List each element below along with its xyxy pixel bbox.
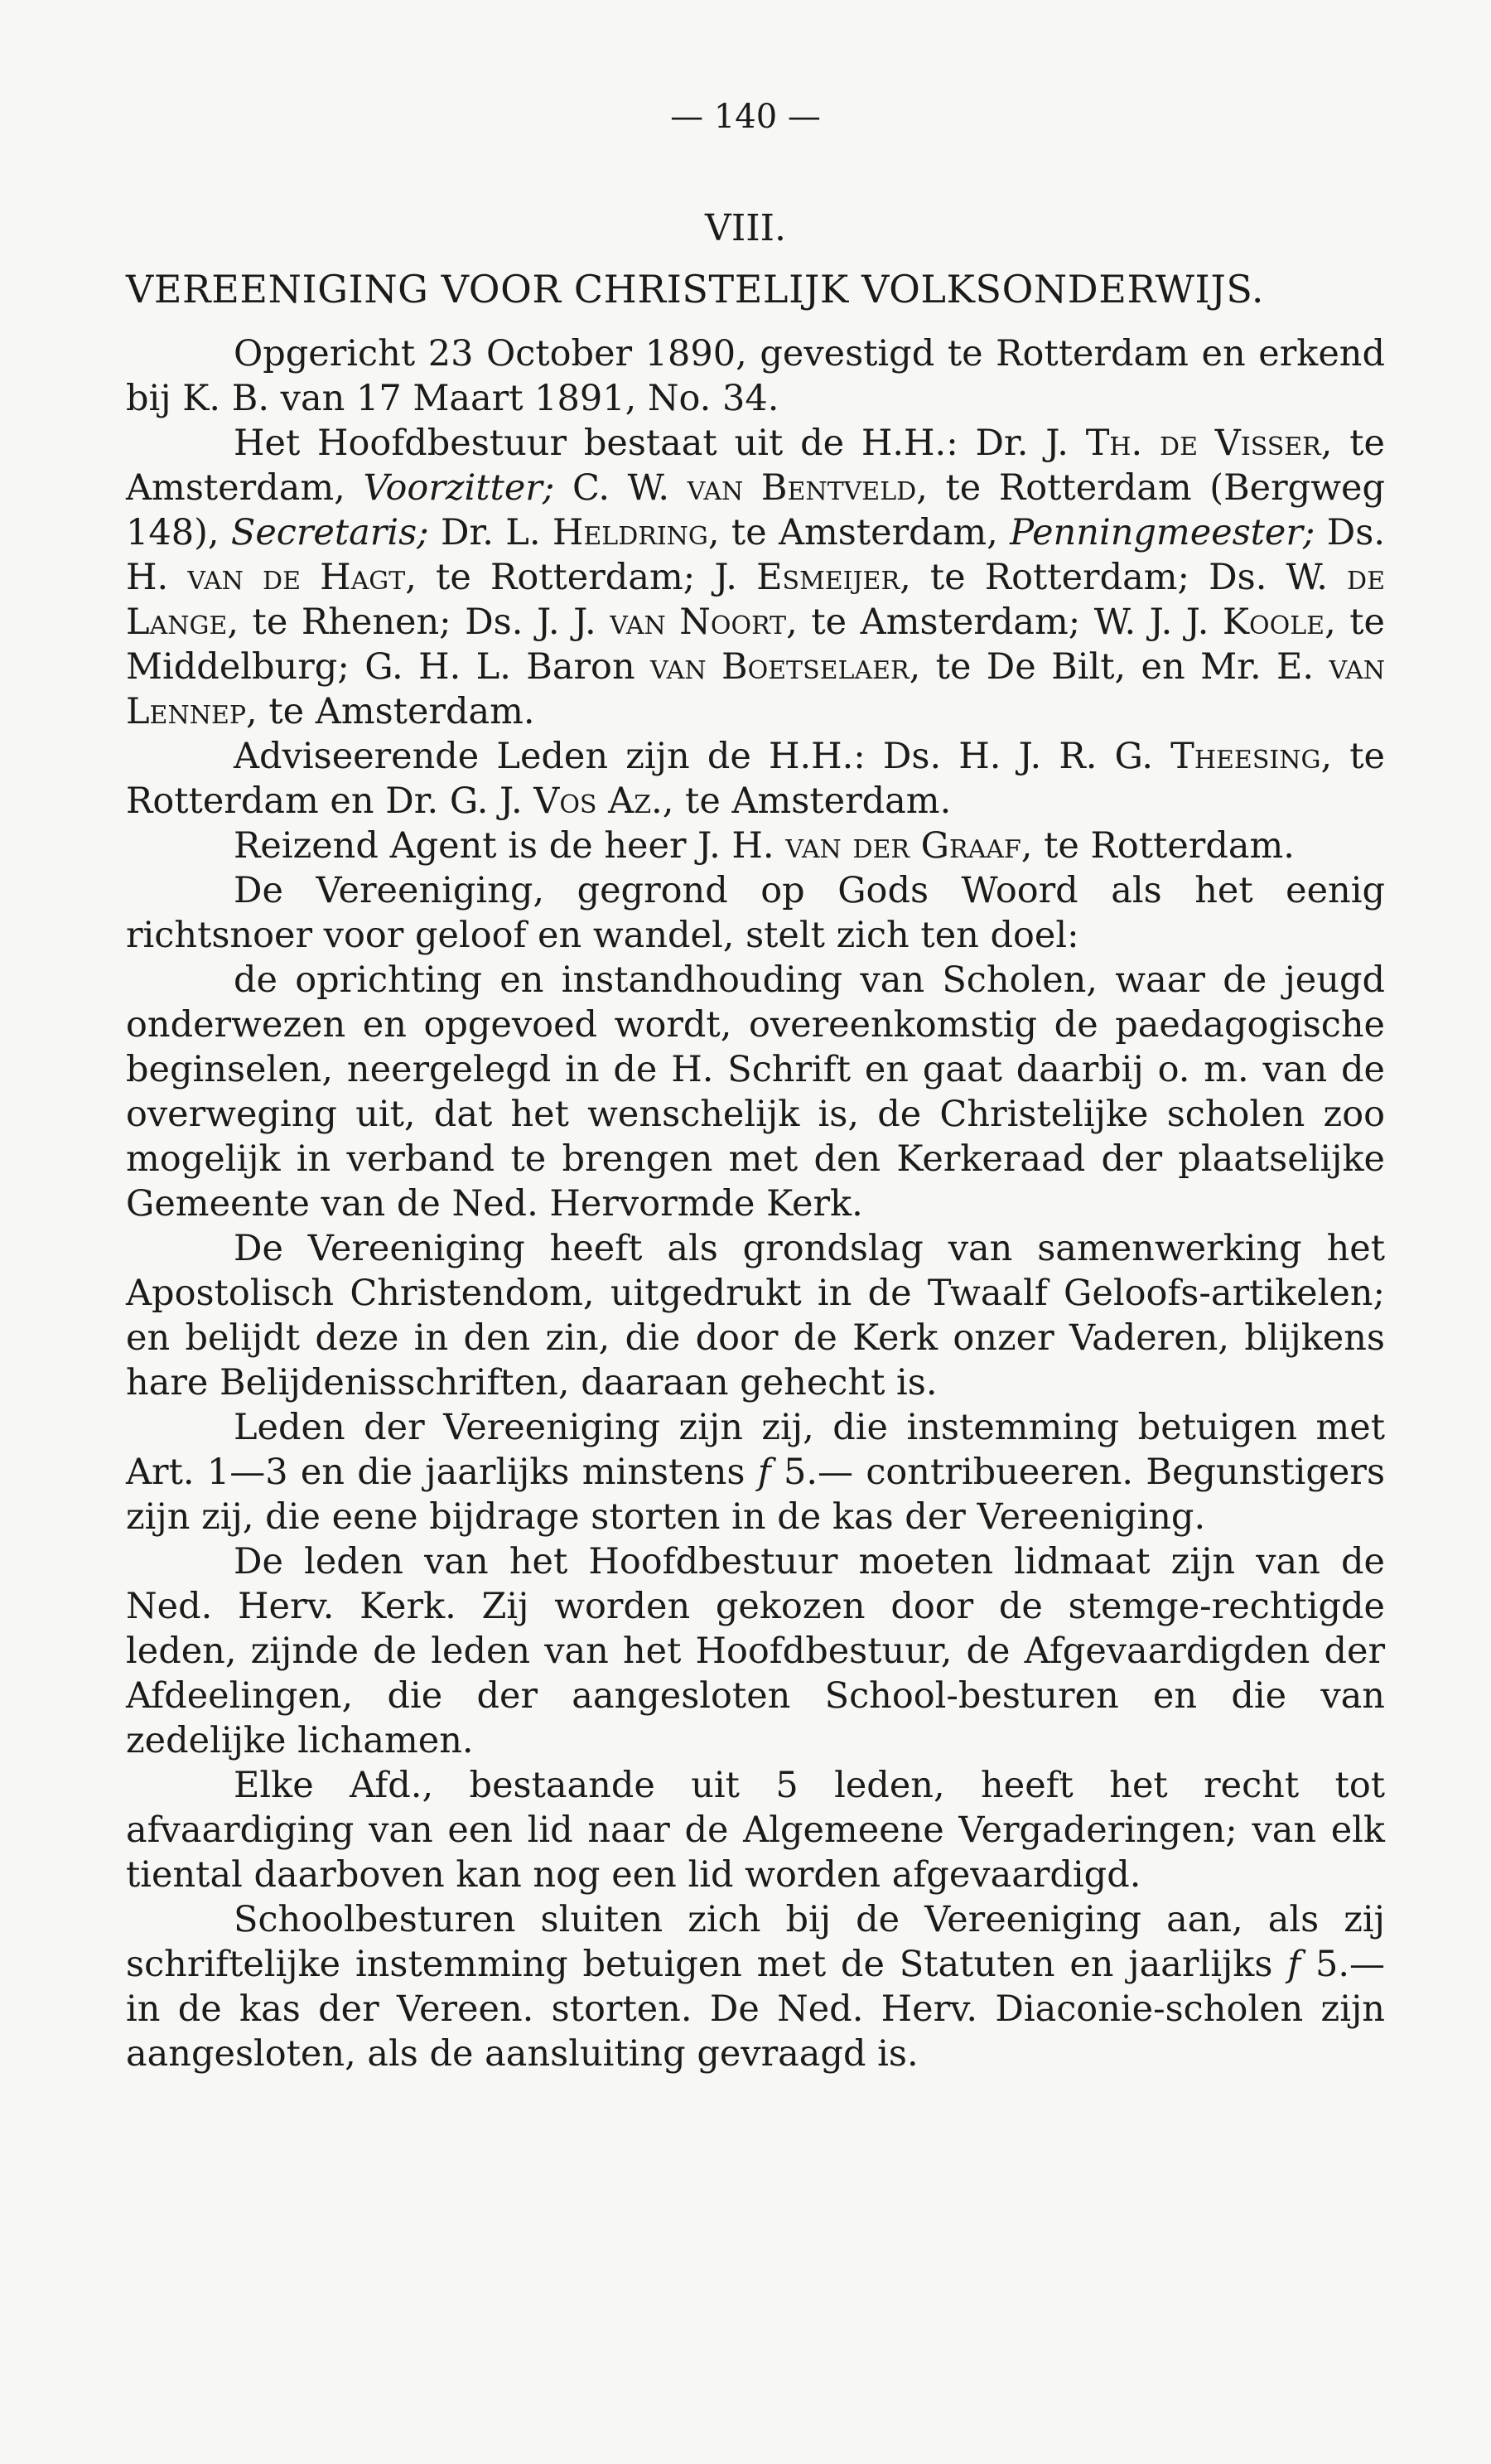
paragraph-text: Elke Afd., bestaande uit 5 leden, heeft het recht tot afvaardiging van een lid naar de Algemeene Vergaderingen; van elk tiental daarboven kan nog een lid worden afgevaardigd. xyxy=(126,1765,1385,1896)
text-span: Reizend Agent is de heer J. H. xyxy=(234,825,786,867)
text-span: , te Rhenen; Ds. J. J. xyxy=(227,602,610,643)
text-span: Ds. H. xyxy=(126,512,1385,598)
person-name: Esmeijer xyxy=(756,557,900,598)
paragraph-text: De Vereeniging heeft als grondslag van samenwerking het Apostolisch Christendom, uitgedrukt in de Twaalf Geloofs-artikelen; en belijdt deze in den zin, die door de Kerk onzer Vaderen, blijkens hare Belijdenisschriften, daaraan gehecht is. xyxy=(126,1228,1385,1404)
person-name: van de Hagt xyxy=(187,557,406,598)
text-span: , te Amsterdam. xyxy=(662,780,952,822)
role-label: Voorzitter; xyxy=(363,467,555,509)
paragraph-text: de oprichting en instandhouding van Scholen, waar de jeugd onderwezen en opgevoed wordt, overeenkomstig de paedagogische beginselen, neergelegd in de H. Schrift en gaat daarbij o. m. van de overweging uit, dat het wenschelijk is, de Christelijke scholen zoo mogelijk in verband te brengen met den Kerkeraad der plaatselijke Gemeente van de Ned. Hervormde Kerk. xyxy=(126,959,1385,1225)
page-title: VEREENIGING VOOR CHRISTELIJK VOLKSONDERWIJS. xyxy=(126,267,1265,312)
text-span: , te Rotterdam. xyxy=(1021,825,1295,867)
person-name: Heldring xyxy=(552,512,708,553)
paragraph-advisors xyxy=(126,734,1385,824)
text-span: C. W. xyxy=(554,467,688,509)
person-name: de Lange xyxy=(126,557,1385,643)
text-span: Schoolbesturen sluiten zich bij de Vereeniging aan, als zij schriftelijke instemming betuigen met de Statuten en jaarlijks xyxy=(126,1899,1385,1985)
role-label: Penningmeester; xyxy=(1010,512,1315,553)
person-name: van Boetselaer xyxy=(650,646,910,688)
text-span: Dr. L. xyxy=(428,512,552,553)
person-name: van Lennep xyxy=(126,646,1385,732)
text-span: , te Amsterdam, xyxy=(126,423,1385,509)
text-span: , te Middelburg; G. H. L. Baron xyxy=(126,602,1386,688)
paragraph-text: De leden van het Hoofdbestuur moeten lidmaat zijn van de Ned. Herv. Kerk. Zij worden gekozen door de stemge-rechtigde leden, zijnde de leden van het Hoofdbestuur, de Afgevaardigden der Afdeelingen, die der aangesloten School-besturen en die van zedelijke lichamen. xyxy=(126,1541,1385,1761)
text-span: Het Hoofdbestuur bestaat uit de H.H.: Dr. J. xyxy=(234,423,1086,464)
paragraph-board-election xyxy=(126,1539,1385,1763)
text-span: Leden der Vereeniging zijn zij, die instemming betuigen met Art. 1—3 en die jaarlijks minstens xyxy=(126,1407,1385,1493)
text-span: , te Rotterdam en Dr. G. J. xyxy=(126,736,1385,822)
paragraph-agent xyxy=(126,824,1385,868)
page-number: — 140 — xyxy=(670,98,821,136)
person-name: van der Graaf xyxy=(785,825,1021,867)
paragraph-purpose xyxy=(126,868,1385,958)
person-name: Vos Az. xyxy=(533,780,663,822)
paragraph-members xyxy=(126,1405,1385,1539)
text-span: , te De Bilt, en Mr. E. xyxy=(909,646,1329,688)
text-span: , te Amsterdam, xyxy=(707,512,1011,553)
person-name: Koole xyxy=(1222,602,1325,643)
paragraph-foundation xyxy=(126,1226,1385,1405)
section-number: VIII. xyxy=(705,207,786,249)
paragraph-board xyxy=(126,421,1385,734)
role-label: Secretaris; xyxy=(230,512,429,553)
paragraph-school-boards xyxy=(126,1897,1385,2076)
text-span: Adviseerende Leden zijn de H.H.: Ds. H. J. R. G. xyxy=(234,736,1171,777)
person-name: Th. de Visser xyxy=(1085,423,1321,464)
text-span: , te Rotterdam (Bergweg 148), xyxy=(126,467,1385,553)
person-name: Theesing xyxy=(1170,736,1321,777)
paragraph-founding xyxy=(126,331,1385,421)
person-name: van Noort xyxy=(610,602,787,643)
paragraph-text: Opgericht 23 October 1890, gevestigd te Rotterdam en erkend bij K. B. van 17 Maart 1891, No. 34. xyxy=(126,333,1385,419)
text-span: , te Amsterdam. xyxy=(246,691,535,732)
text-span: , te Amsterdam; W. J. J. xyxy=(786,602,1223,643)
florin-sign: f xyxy=(757,1452,771,1493)
paragraph-text: De Vereeniging, gegrond op Gods Woord als het eenig richtsnoer voor geloof en wandel, stelt zich ten doel: xyxy=(126,870,1385,956)
text-span: 5.— in de kas der Vereen. storten. De Ned. Herv. Diaconie-scholen zijn aangesloten, als de aansluiting gevraagd is. xyxy=(126,1944,1385,2075)
text-span: , te Rotterdam; J. xyxy=(405,557,757,598)
body-text xyxy=(126,331,1385,2076)
text-span: , te Rotterdam; Ds. W. xyxy=(900,557,1348,598)
florin-sign: f xyxy=(1287,1944,1301,1985)
person-name: van Bentveld xyxy=(687,467,917,509)
paragraph-delegation xyxy=(126,1763,1385,1897)
text-span: 5.— contribueeren. Begunstigers zijn zij, die eene bijdrage storten in de kas der Vereeniging. xyxy=(126,1452,1386,1538)
paragraph-schools xyxy=(126,958,1385,1226)
